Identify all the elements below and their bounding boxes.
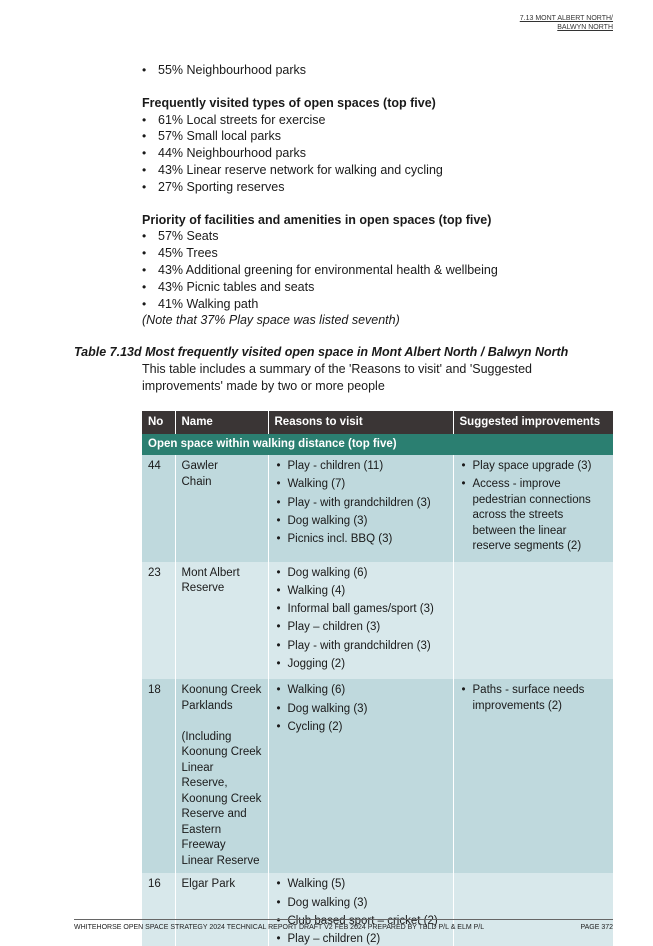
- list-item: • 57% Seats: [142, 228, 614, 245]
- name-line: Koonung Creek: [181, 792, 262, 805]
- cell-improvements: [453, 562, 613, 680]
- priority-note: (Note that 37% Play space was listed seventh): [142, 313, 400, 328]
- improvements-item: • Access - improve pedestrian connections across the streets between the linear reserve segments (2): [460, 477, 608, 555]
- list-item: • 61% Local streets for exercise: [142, 112, 614, 129]
- cell-improvements: [453, 873, 613, 946]
- survey-summary: [142, 62, 614, 329]
- improvements-item: • Play space upgrade (3): [460, 459, 608, 475]
- header-reasons: Reasons to visit: [268, 411, 453, 434]
- list-item: • 44% Neighbourhood parks: [142, 145, 614, 162]
- header-line-1: 7.13 MONT ALBERT NORTH/: [519, 15, 613, 22]
- list-item: • 41% Walking path: [142, 296, 614, 313]
- name-line: (Including: [181, 730, 232, 743]
- reasons-list: [275, 683, 447, 735]
- footer-page-number: PAGE 372: [580, 924, 613, 931]
- header-name: Name: [175, 411, 268, 434]
- reasons-item: • Play - children (11): [275, 459, 447, 475]
- cell-improvements: [453, 679, 613, 873]
- reasons-item: • Play - with grandchildren (3): [275, 496, 447, 512]
- footer-divider: [74, 919, 613, 920]
- reasons-item: • Walking (6): [275, 683, 447, 699]
- reasons-item: • Jogging (2): [275, 657, 447, 673]
- reasons-item: • Play - with grandchildren (3): [275, 639, 447, 655]
- cell-no: 23: [142, 562, 175, 680]
- list-item: • 43% Picnic tables and seats: [142, 279, 614, 296]
- list-item: • 27% Sporting reserves: [142, 179, 614, 196]
- cell-no: 44: [142, 455, 175, 562]
- footer-document-info: WHITEHORSE OPEN SPACE STRATEGY 2024 TECHNICAL REPORT DRAFT V2 FEB 2024 PREPARED BY TBLD P/L & ELM P/L: [74, 924, 485, 931]
- name-line: Eastern Freeway: [181, 823, 226, 852]
- table-subheader-row: [142, 434, 613, 456]
- improvements-item: • Paths - surface needs improvements (2): [460, 683, 608, 714]
- cell-no: 18: [142, 679, 175, 873]
- cell-name: [175, 562, 268, 680]
- priority-list: [142, 228, 614, 312]
- cell-reasons: [268, 455, 453, 562]
- reasons-item: • Dog walking (3): [275, 514, 447, 530]
- reasons-item: • Play – children (3): [275, 620, 447, 636]
- table-subheader: Open space within walking distance (top five): [142, 434, 613, 456]
- name-line: Parklands: [181, 699, 233, 712]
- name-line: Linear Reserve: [181, 854, 260, 867]
- visited-list: [142, 112, 614, 196]
- improvements-list: [460, 683, 608, 714]
- header-no: No: [142, 411, 175, 434]
- table-row: [142, 679, 613, 873]
- table-description: This table includes a summary of the 'Reasons to visit' and 'Suggested improvements' made by two or more people: [142, 362, 533, 393]
- table-row: [142, 873, 613, 946]
- improvements-list: [460, 459, 608, 555]
- table-row: [142, 455, 613, 562]
- cell-name: [175, 679, 268, 873]
- table-row: [142, 562, 613, 680]
- name-line: [182, 714, 262, 730]
- reasons-item: • Informal ball games/sport (3): [275, 602, 447, 618]
- name-line: Koonung Creek: [181, 746, 262, 759]
- priority-section-title: Priority of facilities and amenities in open spaces (top five): [142, 212, 492, 227]
- reasons-item: • Play – children (2): [275, 932, 447, 946]
- cell-name: [175, 873, 268, 946]
- reasons-list: [275, 566, 447, 673]
- list-item: • 55% Neighbourhood parks: [142, 62, 614, 79]
- list-item: • 45% Trees: [142, 245, 614, 262]
- cell-no: 16: [142, 873, 175, 946]
- name-line: Linear Reserve,: [181, 761, 228, 790]
- reasons-item: • Dog walking (6): [275, 566, 447, 582]
- name-line: Chain: [181, 475, 212, 488]
- list-item: • 57% Small local parks: [142, 128, 614, 145]
- cell-reasons: [268, 873, 453, 946]
- table-header-row: [142, 411, 613, 434]
- list-item: • 43% Additional greening for environmental health & wellbeing: [142, 262, 614, 279]
- reasons-item: • Club based sport – cricket (2): [275, 914, 447, 930]
- header-section-reference: [520, 14, 613, 32]
- name-line: Mont Albert: [181, 566, 240, 579]
- table-caption: Table 7.13d Most frequently visited open space in Mont Albert North / Balwyn North: [74, 345, 569, 359]
- intro-list: [142, 62, 614, 79]
- reasons-item: • Picnics incl. BBQ (3): [275, 532, 447, 548]
- reasons-item: • Dog walking (3): [275, 702, 447, 718]
- reasons-item: • Walking (5): [275, 877, 447, 893]
- reasons-item: • Dog walking (3): [275, 896, 447, 912]
- visited-section-title: Frequently visited types of open spaces (top five): [142, 95, 436, 110]
- cell-reasons: [268, 679, 453, 873]
- reasons-list: [275, 877, 447, 946]
- name-line: Koonung Creek: [181, 684, 262, 697]
- cell-reasons: [268, 562, 453, 680]
- open-space-table: [142, 411, 613, 946]
- reasons-list: [275, 459, 447, 548]
- reasons-item: • Walking (4): [275, 584, 447, 600]
- name-line: Reserve and: [181, 808, 247, 821]
- reasons-item: • Cycling (2): [275, 720, 447, 736]
- cell-improvements: [453, 455, 613, 562]
- list-item: • 43% Linear reserve network for walking and cycling: [142, 162, 614, 179]
- header-line-2: BALWYN NORTH: [557, 24, 613, 31]
- reasons-item: • Walking (7): [275, 477, 447, 493]
- cell-name: [175, 455, 268, 562]
- header-improvements: Suggested improvements: [453, 411, 613, 434]
- name-line: Gawler: [181, 460, 218, 472]
- name-line: Elgar Park: [181, 878, 236, 891]
- name-line: Reserve: [181, 582, 225, 595]
